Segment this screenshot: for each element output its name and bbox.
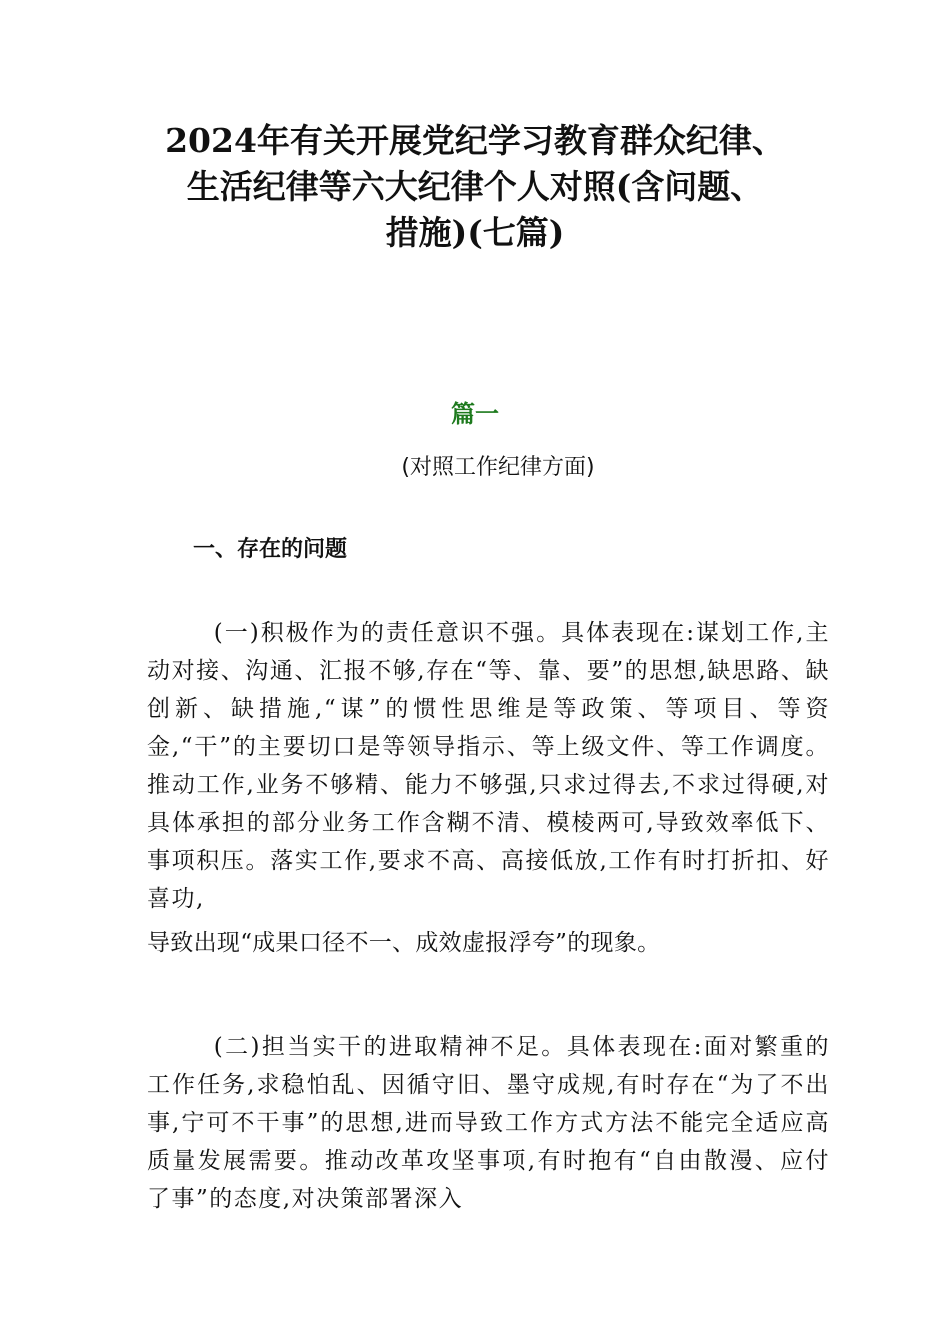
title-line-3: 措施)(七篇) xyxy=(385,213,565,252)
chapter-heading: 篇一 xyxy=(451,400,499,428)
section-heading: 一、存在的问题 xyxy=(193,537,348,562)
document-title xyxy=(100,118,850,256)
paragraph-2-body: (二)担当实干的进取精神不足。具体表现在:面对繁重的工作任务,求稳怕乱、因循守旧、墨守成规,有时存在“为了不出事,宁可不干事”的思想,进而导致工作方式方法不能完全适应高质量发展需要。推动改革攻坚事项,有时抱有“自由散漫、应付了事”的态度,对决策部署深入 xyxy=(147,1034,830,1212)
paragraph-1-body: (一)积极作为的责任意识不强。具体表现在:谋划工作,主动对接、沟通、汇报不够,存在“等、靠、要”的思想,缺思路、缺创新、缺措施,“谋”的惯性思维是等政策、等项目、等资金,“干”的主要切口是等领导指示、等上级文件、等工作调度。推动工作,业务不够精、能力不够强,只求过得去,不求过得硬,对具体承担的部分业务工作含糊不清、模棱两可,导致效率低下、事项积压。落实工作,要求不高、高接低放,工作有时打折扣、好喜功, xyxy=(147,620,830,912)
paragraph-1-tail: 导致出现“成果口径不一、成效虚报浮夸”的现象。 xyxy=(147,930,661,956)
aspect-heading: (对照工作纪律方面) xyxy=(401,455,595,480)
paragraph-2 xyxy=(147,1028,830,1218)
paragraph-1 xyxy=(147,614,830,962)
title-line-2: 生活纪律等六大纪律个人对照(含问题、 xyxy=(186,167,764,206)
title-line-1: 2024年有关开展党纪学习教育群众纪律、 xyxy=(165,121,785,160)
